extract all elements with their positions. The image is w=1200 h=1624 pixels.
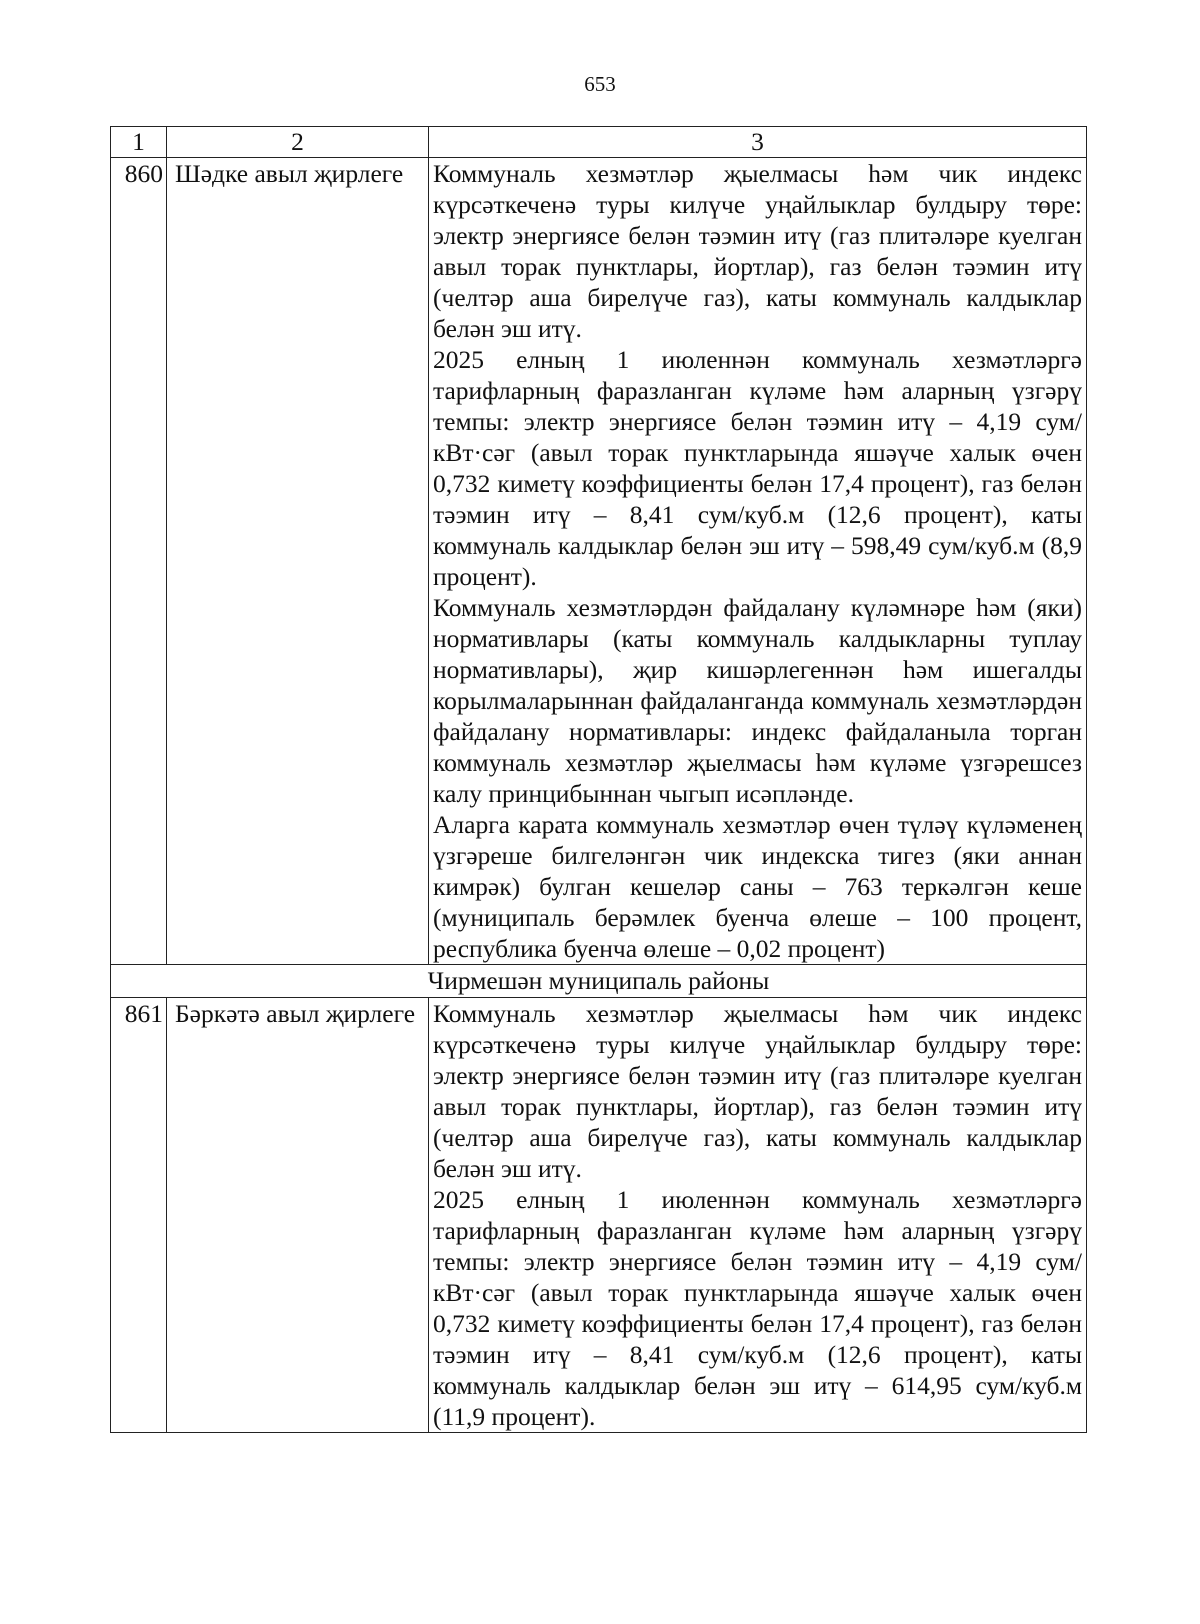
table-header-row [111,127,1087,158]
row-number: 861 [111,998,167,1433]
district-heading-row [111,965,1087,998]
description-paragraph: Коммуналь хезмәтләр җыелмасы һәм чик индекс күрсәткеченә туры килүче уңайлыклар булдыру төре: электр энергиясе белән тәэмин итү (газ плитәләре куелган авыл торак пунктлары, йортлар), газ белән тәэмин итү (челтәр аша бирелүче газ), каты коммуналь калдыклар белән эш итү. [433,999,1082,1183]
row-description [429,998,1087,1433]
column-header-1: 1 [111,127,167,158]
page-number: 653 [584,72,616,96]
settlement-name: Бәркәтә авыл җирлеге [167,998,429,1433]
description-paragraph: Коммуналь хезмәтләр җыелмасы һәм чик индекс күрсәткеченә туры килүче уңайлыклар булдыру төре: электр энергиясе белән тәэмин итү (газ плитәләре куелган авыл торак пунктлары, йортлар), газ белән тәэмин итү (челтәр аша бирелүче газ), каты коммуналь калдыклар белән эш итү. [433,159,1082,343]
description-paragraph: 2025 елның 1 июленнән коммуналь хезмәтләргә тарифларның фаразланган күләме һәм аларның үзгәрү темпы: электр энергиясе белән тәэмин итү – 4,19 сум/кВт·сәг (авыл торак пунктларында яшәүче халык өчен 0,732 киметү коэффициенты белән 17,4 процент), газ белән тәэмин итү – 8,41 сум/куб.м (12,6 процент), каты коммуналь калдыклар белән эш итү – 598,49 сум/куб.м (8,9 процент). [433,345,1082,591]
column-header-3: 3 [429,127,1087,158]
table-row [111,998,1087,1433]
row-number: 860 [111,158,167,965]
district-heading: Чирмешән муниципаль районы [111,965,1087,998]
description-paragraph: 2025 елның 1 июленнән коммуналь хезмәтләргә тарифларның фаразланган күләме һәм аларның үзгәрү темпы: электр энергиясе белән тәэмин итү – 4,19 сум/кВт·сәг (авыл торак пунктларында яшәүче халык өчен 0,732 киметү коэффициенты белән 17,4 процент), газ белән тәэмин итү – 8,41 сум/куб.м (12,6 процент), каты коммуналь калдыклар белән эш итү – 614,95 сум/куб.м (11,9 процент). [433,1185,1082,1431]
description-paragraph: Аларга карата коммуналь хезмәтләр өчен түләү күләменең үзгәреше билгеләнгән чик индекска тигез (яки аннан кимрәк) булган кешеләр саны – 763 теркәлгән кеше (муниципаль берәмлек буенча өлеше – 100 процент, республика буенча өлеше – 0,02 процент) [433,810,1082,963]
row-description [429,158,1087,965]
data-table [110,126,1087,1433]
column-header-2: 2 [167,127,429,158]
description-paragraph: Коммуналь хезмәтләрдән файдалану күләмнәре һәм (яки) нормативлары (каты коммуналь калдыкларны туплау нормативлары), җир кишәрлегеннән һәм ишегалды корылмаларыннан файдаланганда коммуналь хезмәтләрдән файдалану нормативлары: индекс файдаланыла торган коммуналь хезмәтләр җыелмасы һәм күләме үзгәрешсез калу принцибыннан чыгып исәпләнде. [433,593,1082,808]
table-row [111,158,1087,965]
settlement-name: Шәдке авыл җирлеге [167,158,429,965]
